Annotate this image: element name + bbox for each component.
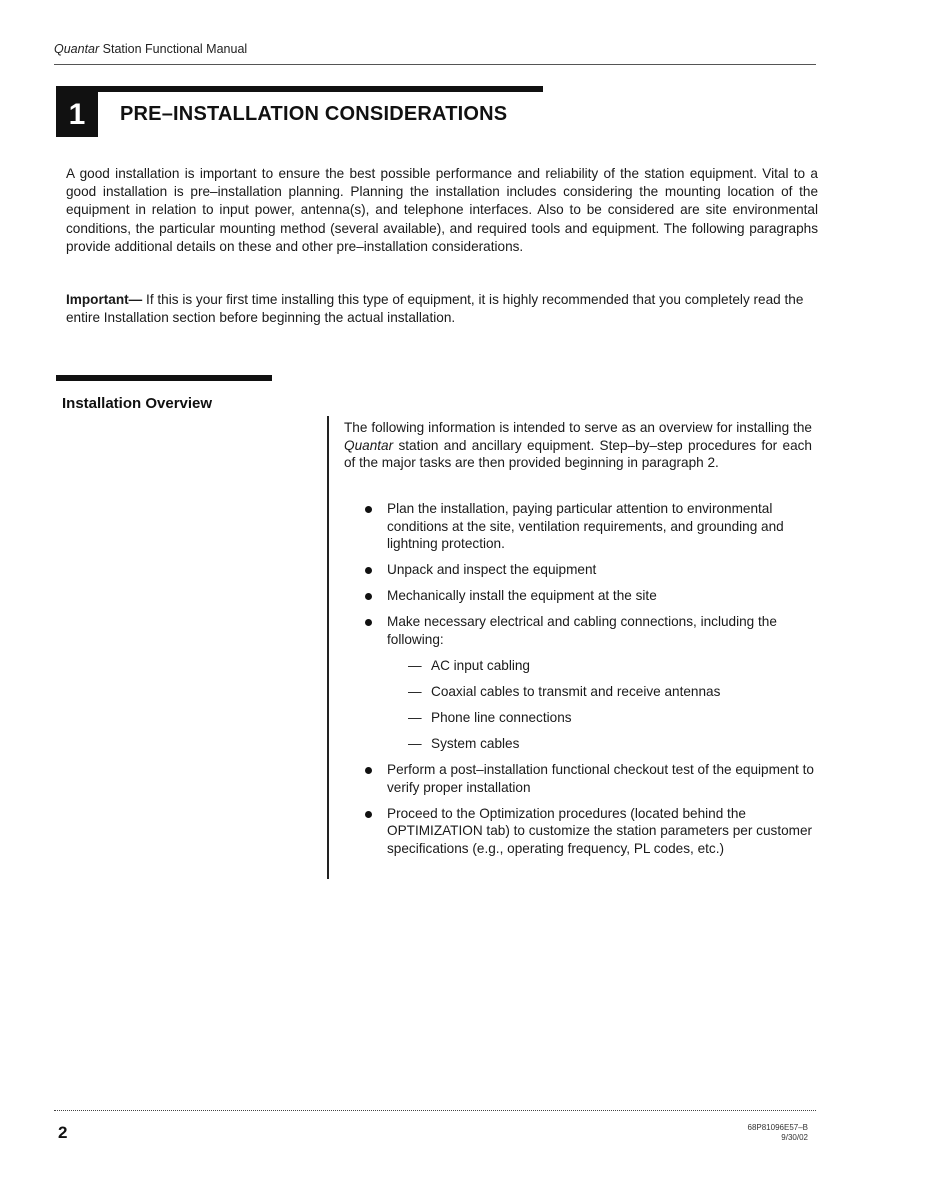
dash-icon: — (408, 736, 422, 751)
list-item-text: Plan the installation, paying particular attention to environmental conditions at the site, ventilation requirements, and grounding and lightning protection. (387, 501, 784, 551)
list-item-text: Mechanically install the equipment at the site (387, 588, 657, 603)
list-item-text: Proceed to the Optimization procedures (located behind the OPTIMIZATION tab) to customize the station parameters per customer specifications (e.g., operating frequency, PL codes, etc.) (387, 805, 813, 856)
bullet-icon (365, 811, 372, 818)
sub-list-item (387, 709, 814, 727)
list-item (344, 613, 814, 753)
section-bar (56, 375, 272, 381)
overview-text-post: station and ancillary equipment. Step–by–step procedures for each of the major tasks are then provided beginning in paragraph 2. (344, 437, 812, 470)
dash-icon: — (408, 658, 422, 673)
bullet-icon (365, 593, 372, 600)
chapter-number: 1 (68, 97, 86, 131)
intro-paragraph: A good installation is important to ensure the best possible performance and reliability of the station equipment. Vital to a good installation is pre–installation planning. Planning the installation includes considering the mounting location of the equipment in relation to input power, antenna(s), and telephone interfaces. Also to be considered are site environmental conditions, the particular mounting method (several available), and required tools and equipment. The following paragraphs provide additional details on these and other pre–installation considerations. (66, 166, 818, 254)
cabling-sublist (387, 657, 814, 753)
important-text: If this is your first time installing this type of equipment, it is highly recommended that you completely read the entire Installation section before beginning the actual installation. (66, 292, 804, 326)
header-product-name: Quantar (54, 42, 100, 56)
overview-paragraph (344, 419, 812, 472)
list-item (344, 761, 814, 796)
bullet-icon (365, 767, 372, 774)
chapter-number-box (56, 92, 98, 137)
running-header (54, 42, 247, 56)
list-item-text: Perform a post–installation functional checkout test of the equipment to verify proper installation (387, 762, 814, 795)
bullet-icon (365, 567, 372, 574)
list-item-text: Make necessary electrical and cabling connections, including the following: (387, 614, 777, 647)
document-number (748, 1123, 809, 1143)
sub-list-item-text: System cables (431, 736, 520, 751)
list-item (344, 805, 814, 858)
bullet-icon (365, 619, 372, 626)
footer-rule (54, 1110, 816, 1111)
list-item (344, 500, 814, 553)
sub-list-item (387, 657, 814, 675)
overview-product-name: Quantar (344, 437, 394, 453)
section-heading: Installation Overview (62, 395, 213, 412)
change-bar (327, 416, 329, 879)
chapter-bar (56, 86, 543, 92)
overview-text-pre: The following information is intended to serve as an overview for installing the (344, 420, 812, 435)
document-date: 9/30/02 (781, 1133, 808, 1142)
header-manual-title: Station Functional Manual (99, 42, 248, 56)
bullet-icon (365, 506, 372, 513)
task-list (344, 500, 814, 866)
important-label: Important— (66, 292, 143, 307)
dash-icon: — (408, 684, 422, 699)
list-item-text: Unpack and inspect the equipment (387, 562, 597, 577)
document-part-number: 68P81096E57–B (747, 1123, 808, 1132)
sub-list-item-text: AC input cabling (431, 658, 530, 673)
sub-list-item (387, 735, 814, 753)
page-number: 2 (58, 1123, 68, 1142)
sub-list-item-text: Coaxial cables to transmit and receive antennas (431, 684, 721, 699)
sub-list-item (387, 683, 814, 701)
important-note (66, 291, 818, 327)
list-item (344, 561, 814, 579)
header-rule (54, 64, 816, 65)
dash-icon: — (408, 710, 422, 725)
list-item (344, 587, 814, 605)
chapter-title: PRE–INSTALLATION CONSIDERATIONS (120, 103, 508, 125)
sub-list-item-text: Phone line connections (431, 710, 572, 725)
